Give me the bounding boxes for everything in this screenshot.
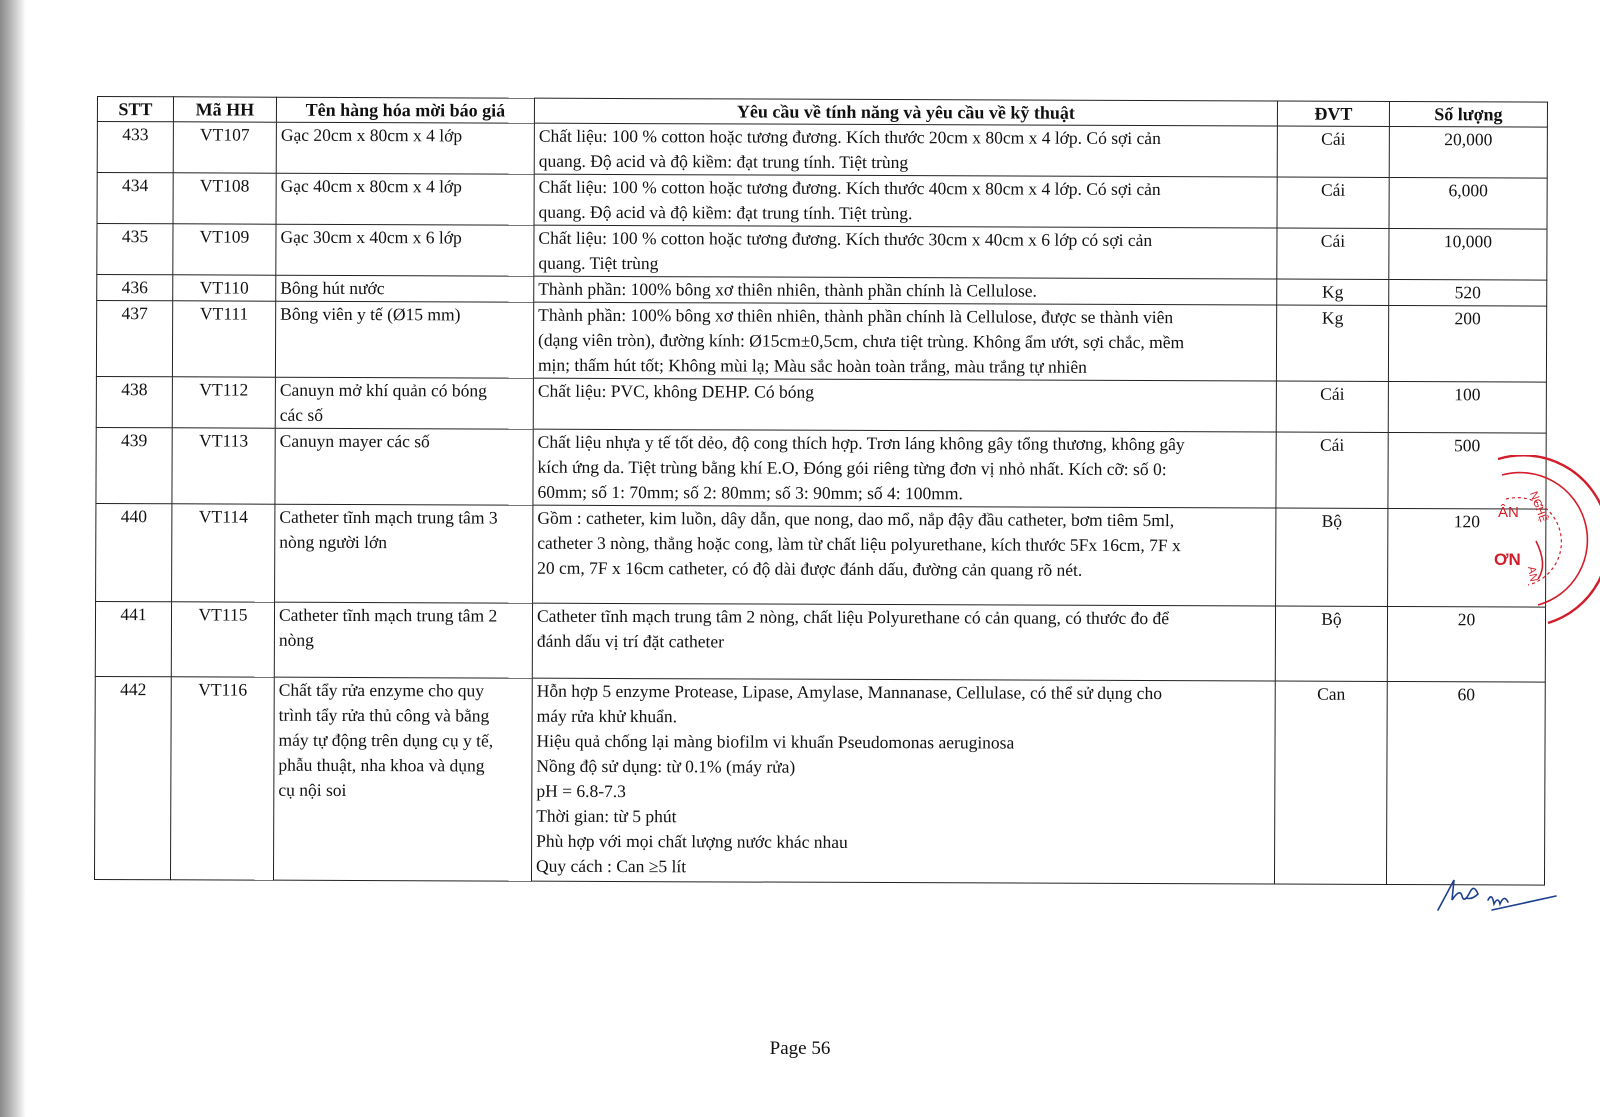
cell-unit: Kg <box>1277 279 1389 305</box>
cell-stt: 437 <box>96 301 172 377</box>
table-row <box>97 173 1547 230</box>
cell-ma-hh: VT115 <box>171 602 274 677</box>
cell-unit: Bộ <box>1276 508 1388 606</box>
cell-ma-hh: VT108 <box>173 173 276 224</box>
cell-item-name <box>274 602 532 678</box>
cell-stt: 440 <box>96 503 172 601</box>
requirement-line: Phù hợp với mọi chất lượng nước khác nhau <box>536 830 848 852</box>
requirement-line: Hiệu quả chống lại màng biofilm vi khuẩn Pseudomonas aeruginosa <box>536 730 1015 753</box>
cell-quantity: 20 <box>1387 606 1545 682</box>
cell-stt: 442 <box>94 676 171 879</box>
cell-quantity: 20,000 <box>1389 126 1547 178</box>
table-row <box>96 503 1546 607</box>
stamp-text-fragment: ƠN <box>1494 550 1521 569</box>
cell-unit: Cái <box>1276 432 1388 508</box>
cell-requirements <box>533 505 1276 606</box>
cell-requirements <box>531 678 1275 884</box>
item-name-line: cụ nội soi <box>278 779 347 800</box>
header-ma-hh: Mã HH <box>173 97 276 122</box>
cell-ma-hh: VT111 <box>172 301 275 377</box>
requirement-line: quang. Độ acid và độ kiềm: đạt trung tính. Tiệt trùng <box>538 150 909 173</box>
requirement-line: Chất liệu: 100 % cotton hoặc tương đương. Kích thước 20cm x 80cm x 4 lớp. Có sợi cản <box>538 125 1161 149</box>
cell-quantity: 200 <box>1388 305 1546 382</box>
red-seal-stamp <box>1488 455 1600 625</box>
quotation-spec-table <box>94 96 1548 886</box>
cell-requirements <box>534 225 1277 279</box>
cell-item-name <box>275 377 533 429</box>
cell-requirements <box>533 378 1276 432</box>
cell-item-name <box>275 504 533 603</box>
cell-item-name <box>276 173 534 225</box>
requirement-line: Chất liệu: 100 % cotton hoặc tương đương. Kích thước 40cm x 80cm x 4 lớp. Có sợi cản <box>538 176 1161 200</box>
requirement-line: máy rửa khử khuẩn. <box>536 705 678 727</box>
stamp-text-fragment: AN <box>1525 565 1540 583</box>
cell-unit: Cái <box>1277 126 1389 177</box>
requirement-line: (dạng viên tròn), đường kính: Ø15cm±0,5cm, chưa tiệt trùng. Không ẩm ướt, sợi chắc, mềm <box>538 329 1185 353</box>
cell-requirements <box>533 429 1276 508</box>
cell-quantity: 520 <box>1389 279 1547 306</box>
requirement-line: 60mm; số 1: 70mm; số 2: 80mm; số 3: 90mm; số 4: 100mm. <box>537 481 963 504</box>
stamp-text-fragment: NGHỆ <box>1527 489 1550 524</box>
cell-item-name <box>276 224 534 276</box>
cell-unit: Can <box>1274 681 1387 884</box>
document-sheet <box>94 96 1557 886</box>
cell-unit: Cái <box>1277 177 1389 228</box>
stamp-rings <box>1498 455 1600 623</box>
item-name-line: nòng <box>278 629 314 650</box>
cell-stt: 433 <box>97 122 173 173</box>
item-name-line: Gạc 20cm x 80cm x 4 lớp <box>280 124 463 146</box>
cell-requirements <box>534 174 1277 228</box>
requirement-line: Chất liệu: 100 % cotton hoặc tương đương. Kích thước 30cm x 40cm x 6 lớp có sợi cản <box>538 227 1153 251</box>
cell-unit: Bộ <box>1275 606 1387 681</box>
requirement-line: catheter 3 nòng, thẳng hoặc cong, làm từ chất liệu polyurethane, kích thước 5Fx 16cm, 7F x <box>537 532 1181 556</box>
cell-quantity: 120 <box>1388 508 1546 607</box>
table-row <box>96 427 1546 509</box>
requirement-line: 20 cm, 7F x 16cm catheter, có độ dài được đánh dấu, đường cản quang rõ nét. <box>537 557 1083 580</box>
table-body <box>94 122 1547 886</box>
requirement-line: Gồm : catheter, kim luồn, dây dẫn, que nong, dao mổ, nắp đậy đầu catheter, bơm tiêm 5ml, <box>537 507 1175 531</box>
handwritten-initials <box>1432 870 1562 920</box>
item-name-line: Gạc 40cm x 80cm x 4 lớp <box>280 175 463 197</box>
requirement-line: đánh dấu vị trí đặt catheter <box>536 630 725 652</box>
item-name-line: máy tự động trên dụng cụ y tế, <box>278 729 494 751</box>
requirement-line: Chất liệu: PVC, không DEHP. Có bóng <box>537 380 815 402</box>
item-name-line: nòng người lớn <box>279 531 388 553</box>
cell-ma-hh: VT113 <box>172 428 275 504</box>
cell-quantity: 60 <box>1386 681 1545 885</box>
cell-item-name <box>275 428 533 505</box>
requirement-line: quang. Tiệt trùng <box>538 252 659 274</box>
requirement-line: pH = 6.8-7.3 <box>536 780 626 802</box>
cell-stt: 439 <box>96 427 172 503</box>
item-name-line: Bông hút nước <box>280 277 385 299</box>
table-row <box>97 122 1547 179</box>
item-name-line: Canuyn mở khí quản có bóng <box>279 379 487 401</box>
cell-unit: Kg <box>1276 305 1388 381</box>
header-unit: ĐVT <box>1277 101 1389 126</box>
cell-stt: 441 <box>95 601 171 676</box>
cell-stt: 435 <box>97 224 173 275</box>
requirement-line: Thành phần: 100% bông xơ thiên nhiên, thành phần chính là Cellulose, được se thành viên <box>538 304 1174 328</box>
cell-ma-hh: VT112 <box>172 377 275 428</box>
cell-unit: Cái <box>1276 381 1388 432</box>
item-name-line: Bông viên y tế (Ø15 mm) <box>280 303 461 325</box>
header-item-name: Tên hàng hóa mời báo giá <box>276 97 534 123</box>
cell-ma-hh: VT110 <box>173 275 276 301</box>
cell-stt: 434 <box>97 173 173 224</box>
item-name-line: các số <box>279 404 324 425</box>
cell-item-name <box>273 677 532 881</box>
cell-item-name <box>275 301 533 378</box>
cell-requirements <box>533 302 1276 381</box>
item-name-line: Catheter tĩnh mạch trung tâm 2 <box>278 604 498 626</box>
cell-stt: 438 <box>96 376 172 427</box>
cell-requirements <box>534 276 1277 305</box>
header-requirements: Yêu cầu về tính năng và yêu cầu về kỹ thuật <box>534 98 1277 126</box>
requirement-line: Thành phần: 100% bông xơ thiên nhiên, thành phần chính là Cellulose. <box>538 278 1037 301</box>
scan-shadow-edge <box>0 0 26 1117</box>
table-row <box>94 676 1545 885</box>
header-stt: STT <box>97 97 173 122</box>
table-row <box>97 224 1547 281</box>
cell-unit: Cái <box>1277 228 1389 279</box>
requirement-line: Catheter tĩnh mạch trung tâm 2 nòng, chất liệu Polyurethane có cản quang, có thước đo để <box>536 605 1170 629</box>
item-name-line: Chất tẩy rửa enzyme cho quy <box>278 679 485 701</box>
requirement-line: kích ứng da. Tiệt trùng bằng khí E.O, Đóng gói riêng từng đơn vị nhỏ nhất. Kích cỡ: số 0: <box>537 456 1167 480</box>
cell-requirements <box>532 603 1275 681</box>
table-row <box>96 376 1546 433</box>
cell-ma-hh: VT114 <box>172 504 275 602</box>
stamp-text-fragment: ÂN <box>1498 504 1519 521</box>
cell-item-name <box>276 275 534 302</box>
cell-stt: 436 <box>97 275 173 301</box>
cell-ma-hh: VT116 <box>170 677 274 880</box>
requirement-line: quang. Độ acid và độ kiềm: đạt trung tính. Tiệt trùng. <box>538 201 913 224</box>
header-quantity: Số lượng <box>1389 101 1547 127</box>
cell-quantity: 100 <box>1388 381 1546 433</box>
cell-ma-hh: VT107 <box>173 122 276 173</box>
cell-requirements <box>534 123 1277 177</box>
page-number: Page 56 <box>769 1038 831 1059</box>
requirement-line: Chất liệu nhựa y tế tốt dẻo, độ cong thích hợp. Trơn láng không gây tổng thương, không gây <box>537 431 1185 455</box>
item-name-line: trình tẩy rửa thủ công và bằng <box>278 704 490 726</box>
requirement-line: mịn; thấm hút tốt; Không mùi lạ; Màu sắc hoàn toàn trắng, màu trắng tự nhiên <box>537 354 1087 377</box>
cell-ma-hh: VT109 <box>173 224 276 275</box>
item-name-line: phẫu thuật, nha khoa và dụng <box>278 754 485 776</box>
cell-item-name <box>276 122 534 174</box>
cell-quantity: 500 <box>1388 432 1546 509</box>
requirement-line: Thời gian: từ 5 phút <box>536 805 677 827</box>
table-row <box>95 601 1545 682</box>
item-name-line: Catheter tĩnh mạch trung tâm 3 <box>279 506 498 528</box>
cell-quantity: 10,000 <box>1389 228 1547 280</box>
item-name-line: Gạc 30cm x 40cm x 6 lớp <box>280 226 462 248</box>
item-name-line: Canuyn mayer các số <box>279 430 430 452</box>
requirement-line: Nồng độ sử dụng: từ 0.1% (máy rửa) <box>536 755 796 777</box>
cell-quantity: 6,000 <box>1389 177 1547 229</box>
table-row <box>96 301 1546 383</box>
requirement-line: Quy cách : Can ≥5 lít <box>536 855 687 877</box>
requirement-line: Hỗn hợp 5 enzyme Protease, Lipase, Amylase, Mannanase, Cellulase, có thể sử dụng cho <box>536 680 1163 704</box>
